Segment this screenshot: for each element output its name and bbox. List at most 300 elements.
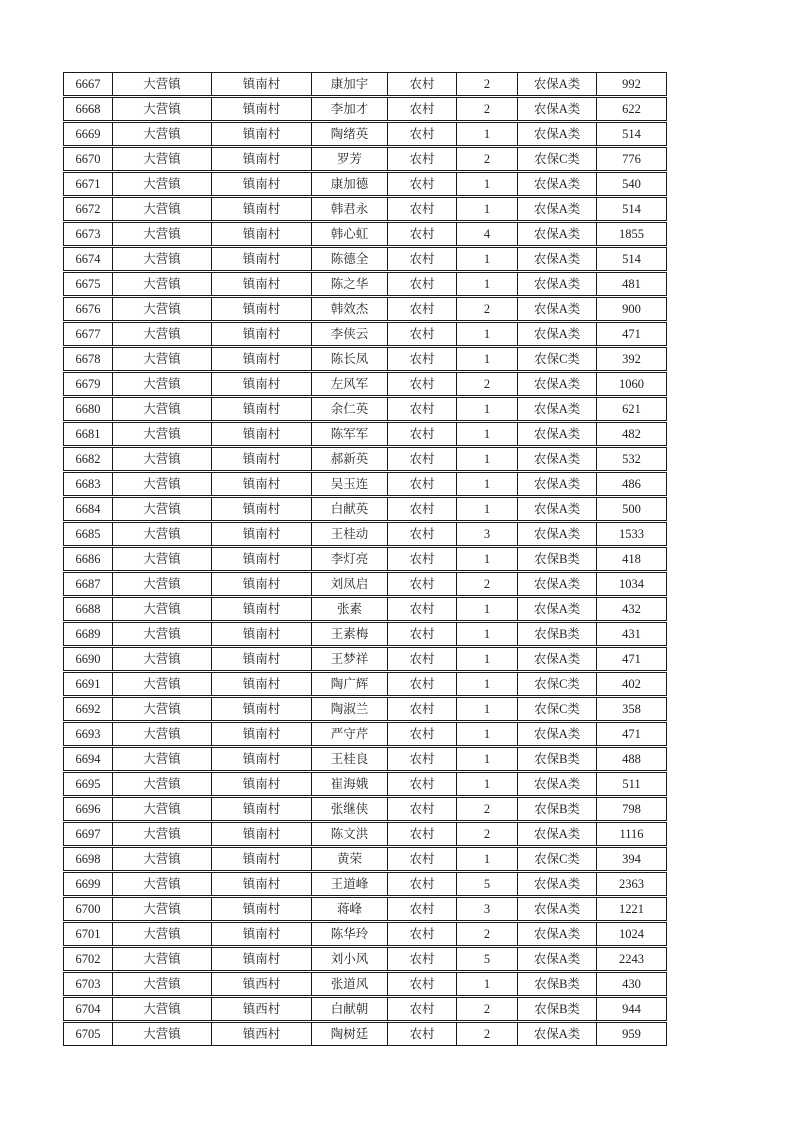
cell-amount: 488 [597,747,667,771]
cell-person-name: 张素 [312,597,388,621]
cell-serial-number: 6686 [63,547,113,571]
cell-serial-number: 6697 [63,822,113,846]
cell-amount: 394 [597,847,667,871]
table-row [63,747,667,771]
cell-person-name: 王桂良 [312,747,388,771]
cell-town: 大营镇 [113,172,212,196]
cell-household-count: 1 [457,447,518,471]
cell-household-count: 1 [457,972,518,996]
cell-insurance-category: 农保B类 [518,622,597,646]
cell-village: 镇南村 [212,947,312,971]
cell-amount: 622 [597,97,667,121]
cell-village: 镇南村 [212,722,312,746]
cell-village: 镇南村 [212,272,312,296]
table-row [63,772,667,796]
table-row [63,872,667,896]
table-row [63,72,667,96]
table-row [63,622,667,646]
cell-insurance-category: 农保A类 [518,172,597,196]
cell-amount: 514 [597,247,667,271]
cell-person-name: 张道风 [312,972,388,996]
cell-household-count: 1 [457,672,518,696]
cell-residence-type: 农村 [388,422,457,446]
cell-insurance-category: 农保A类 [518,497,597,521]
cell-residence-type: 农村 [388,272,457,296]
cell-household-count: 1 [457,847,518,871]
cell-household-count: 2 [457,147,518,171]
cell-amount: 900 [597,297,667,321]
cell-household-count: 2 [457,72,518,96]
cell-household-count: 1 [457,722,518,746]
cell-person-name: 余仁英 [312,397,388,421]
cell-insurance-category: 农保A类 [518,1022,597,1046]
cell-residence-type: 农村 [388,497,457,521]
cell-village: 镇西村 [212,1022,312,1046]
cell-village: 镇南村 [212,522,312,546]
cell-amount: 481 [597,272,667,296]
cell-town: 大营镇 [113,347,212,371]
cell-residence-type: 农村 [388,372,457,396]
cell-residence-type: 农村 [388,872,457,896]
cell-town: 大营镇 [113,797,212,821]
table-row [63,297,667,321]
cell-person-name: 韩效杰 [312,297,388,321]
cell-residence-type: 农村 [388,297,457,321]
table-row [63,472,667,496]
cell-village: 镇南村 [212,197,312,221]
cell-amount: 1855 [597,222,667,246]
cell-person-name: 李侠云 [312,322,388,346]
cell-insurance-category: 农保A类 [518,372,597,396]
cell-town: 大营镇 [113,572,212,596]
cell-residence-type: 农村 [388,472,457,496]
cell-village: 镇南村 [212,872,312,896]
cell-village: 镇南村 [212,297,312,321]
cell-town: 大营镇 [113,222,212,246]
cell-insurance-category: 农保A类 [518,947,597,971]
table-row [63,372,667,396]
cell-residence-type: 农村 [388,897,457,921]
cell-person-name: 陈文洪 [312,822,388,846]
cell-household-count: 1 [457,247,518,271]
cell-household-count: 2 [457,797,518,821]
cell-person-name: 严守芹 [312,722,388,746]
cell-serial-number: 6691 [63,672,113,696]
cell-insurance-category: 农保A类 [518,247,597,271]
cell-residence-type: 农村 [388,122,457,146]
cell-serial-number: 6674 [63,247,113,271]
cell-amount: 959 [597,1022,667,1046]
cell-household-count: 2 [457,572,518,596]
cell-village: 镇南村 [212,672,312,696]
cell-residence-type: 农村 [388,572,457,596]
table-row [63,822,667,846]
cell-person-name: 崔海娥 [312,772,388,796]
cell-residence-type: 农村 [388,722,457,746]
cell-person-name: 吴玉连 [312,472,388,496]
cell-serial-number: 6699 [63,872,113,896]
cell-amount: 392 [597,347,667,371]
cell-town: 大营镇 [113,72,212,96]
cell-village: 镇南村 [212,897,312,921]
cell-household-count: 1 [457,497,518,521]
cell-amount: 471 [597,322,667,346]
cell-household-count: 1 [457,622,518,646]
cell-amount: 431 [597,622,667,646]
cell-insurance-category: 农保A类 [518,872,597,896]
cell-village: 镇南村 [212,472,312,496]
cell-insurance-category: 农保A类 [518,897,597,921]
cell-serial-number: 6696 [63,797,113,821]
cell-household-count: 1 [457,422,518,446]
cell-serial-number: 6694 [63,747,113,771]
table-row [63,322,667,346]
cell-insurance-category: 农保A类 [518,822,597,846]
cell-person-name: 康加德 [312,172,388,196]
cell-household-count: 2 [457,1022,518,1046]
cell-serial-number: 6675 [63,272,113,296]
cell-village: 镇南村 [212,447,312,471]
cell-household-count: 1 [457,197,518,221]
table-row [63,147,667,171]
cell-town: 大营镇 [113,97,212,121]
cell-amount: 1034 [597,572,667,596]
cell-person-name: 王道峰 [312,872,388,896]
cell-town: 大营镇 [113,447,212,471]
cell-town: 大营镇 [113,647,212,671]
table-row [63,972,667,996]
cell-town: 大营镇 [113,722,212,746]
cell-serial-number: 6676 [63,297,113,321]
cell-insurance-category: 农保A类 [518,922,597,946]
cell-town: 大营镇 [113,747,212,771]
cell-amount: 1221 [597,897,667,921]
cell-residence-type: 农村 [388,172,457,196]
cell-town: 大营镇 [113,772,212,796]
cell-village: 镇南村 [212,397,312,421]
cell-serial-number: 6684 [63,497,113,521]
cell-person-name: 黄荣 [312,847,388,871]
cell-serial-number: 6680 [63,397,113,421]
cell-village: 镇南村 [212,597,312,621]
cell-amount: 500 [597,497,667,521]
cell-residence-type: 农村 [388,1022,457,1046]
cell-residence-type: 农村 [388,947,457,971]
cell-residence-type: 农村 [388,522,457,546]
cell-residence-type: 农村 [388,997,457,1021]
cell-person-name: 王素梅 [312,622,388,646]
cell-village: 镇南村 [212,247,312,271]
cell-village: 镇南村 [212,122,312,146]
cell-town: 大营镇 [113,272,212,296]
cell-serial-number: 6701 [63,922,113,946]
cell-person-name: 罗芳 [312,147,388,171]
cell-serial-number: 6700 [63,897,113,921]
cell-insurance-category: 农保A类 [518,197,597,221]
cell-town: 大营镇 [113,472,212,496]
cell-amount: 511 [597,772,667,796]
cell-village: 镇南村 [212,922,312,946]
cell-village: 镇南村 [212,372,312,396]
cell-amount: 540 [597,172,667,196]
cell-residence-type: 农村 [388,347,457,371]
cell-household-count: 2 [457,372,518,396]
cell-serial-number: 6683 [63,472,113,496]
table-row [63,447,667,471]
cell-amount: 2243 [597,947,667,971]
cell-serial-number: 6668 [63,97,113,121]
table-row [63,122,667,146]
cell-town: 大营镇 [113,922,212,946]
cell-amount: 798 [597,797,667,821]
cell-person-name: 左风军 [312,372,388,396]
cell-person-name: 康加宇 [312,72,388,96]
cell-household-count: 5 [457,872,518,896]
cell-person-name: 陈之华 [312,272,388,296]
cell-serial-number: 6689 [63,622,113,646]
cell-amount: 418 [597,547,667,571]
cell-residence-type: 农村 [388,247,457,271]
cell-household-count: 1 [457,597,518,621]
cell-amount: 2363 [597,872,667,896]
cell-village: 镇南村 [212,622,312,646]
cell-insurance-category: 农保A类 [518,272,597,296]
cell-amount: 432 [597,597,667,621]
cell-insurance-category: 农保A类 [518,522,597,546]
cell-serial-number: 6667 [63,72,113,96]
cell-residence-type: 农村 [388,672,457,696]
cell-town: 大营镇 [113,397,212,421]
cell-village: 镇南村 [212,97,312,121]
cell-serial-number: 6688 [63,597,113,621]
cell-serial-number: 6687 [63,572,113,596]
cell-person-name: 陈长凤 [312,347,388,371]
table-row [63,97,667,121]
cell-residence-type: 农村 [388,547,457,571]
cell-town: 大营镇 [113,872,212,896]
cell-person-name: 陈德全 [312,247,388,271]
cell-residence-type: 农村 [388,697,457,721]
cell-town: 大营镇 [113,972,212,996]
cell-residence-type: 农村 [388,647,457,671]
cell-insurance-category: 农保B类 [518,747,597,771]
cell-person-name: 郝新英 [312,447,388,471]
cell-insurance-category: 农保C类 [518,347,597,371]
cell-amount: 471 [597,647,667,671]
cell-serial-number: 6698 [63,847,113,871]
cell-insurance-category: 农保A类 [518,222,597,246]
cell-residence-type: 农村 [388,147,457,171]
cell-town: 大营镇 [113,147,212,171]
cell-amount: 486 [597,472,667,496]
cell-household-count: 2 [457,297,518,321]
table-row [63,697,667,721]
cell-insurance-category: 农保A类 [518,297,597,321]
cell-serial-number: 6672 [63,197,113,221]
cell-village: 镇南村 [212,322,312,346]
cell-serial-number: 6703 [63,972,113,996]
table-row [63,997,667,1021]
cell-household-count: 1 [457,747,518,771]
cell-household-count: 1 [457,772,518,796]
cell-residence-type: 农村 [388,97,457,121]
cell-household-count: 1 [457,347,518,371]
cell-household-count: 1 [457,647,518,671]
cell-village: 镇南村 [212,772,312,796]
cell-person-name: 李加才 [312,97,388,121]
table-row [63,672,667,696]
cell-village: 镇西村 [212,972,312,996]
cell-insurance-category: 农保A类 [518,472,597,496]
cell-insurance-category: 农保A类 [518,97,597,121]
cell-residence-type: 农村 [388,822,457,846]
cell-person-name: 陶淑兰 [312,697,388,721]
cell-amount: 776 [597,147,667,171]
cell-serial-number: 6670 [63,147,113,171]
table-row [63,397,667,421]
cell-serial-number: 6671 [63,172,113,196]
cell-household-count: 1 [457,172,518,196]
cell-household-count: 2 [457,997,518,1021]
cell-town: 大营镇 [113,897,212,921]
cell-person-name: 白献英 [312,497,388,521]
cell-serial-number: 6705 [63,1022,113,1046]
cell-residence-type: 农村 [388,72,457,96]
table-row [63,847,667,871]
cell-town: 大营镇 [113,597,212,621]
table-row [63,222,667,246]
cell-town: 大营镇 [113,497,212,521]
table-row [63,922,667,946]
cell-residence-type: 农村 [388,322,457,346]
cell-amount: 514 [597,197,667,221]
cell-serial-number: 6669 [63,122,113,146]
table-row [63,647,667,671]
table-row [63,497,667,521]
cell-village: 镇南村 [212,697,312,721]
cell-person-name: 李灯亮 [312,547,388,571]
table-row [63,597,667,621]
cell-town: 大营镇 [113,822,212,846]
cell-town: 大营镇 [113,947,212,971]
cell-person-name: 王桂动 [312,522,388,546]
cell-residence-type: 农村 [388,797,457,821]
cell-serial-number: 6682 [63,447,113,471]
cell-household-count: 2 [457,822,518,846]
cell-residence-type: 农村 [388,597,457,621]
cell-person-name: 陶树廷 [312,1022,388,1046]
cell-person-name: 白献朝 [312,997,388,1021]
cell-household-count: 1 [457,122,518,146]
cell-town: 大营镇 [113,322,212,346]
cell-household-count: 2 [457,922,518,946]
cell-person-name: 张继侠 [312,797,388,821]
cell-insurance-category: 农保A类 [518,572,597,596]
cell-serial-number: 6679 [63,372,113,396]
table-row [63,172,667,196]
cell-town: 大营镇 [113,247,212,271]
cell-household-count: 3 [457,522,518,546]
table-row [63,797,667,821]
cell-insurance-category: 农保C类 [518,697,597,721]
cell-serial-number: 6690 [63,647,113,671]
cell-village: 镇南村 [212,647,312,671]
cell-person-name: 王梦祥 [312,647,388,671]
cell-residence-type: 农村 [388,622,457,646]
table-row [63,272,667,296]
cell-serial-number: 6704 [63,997,113,1021]
cell-town: 大营镇 [113,1022,212,1046]
table-row [63,522,667,546]
cell-serial-number: 6685 [63,522,113,546]
cell-household-count: 1 [457,697,518,721]
table-row [63,422,667,446]
table-row [63,547,667,571]
cell-town: 大营镇 [113,697,212,721]
cell-person-name: 韩心虹 [312,222,388,246]
cell-village: 镇南村 [212,172,312,196]
cell-village: 镇南村 [212,572,312,596]
cell-insurance-category: 农保B类 [518,797,597,821]
cell-village: 镇南村 [212,347,312,371]
cell-amount: 532 [597,447,667,471]
cell-serial-number: 6695 [63,772,113,796]
records-table-body [63,72,667,1046]
cell-household-count: 1 [457,397,518,421]
table-row [63,1022,667,1046]
cell-town: 大营镇 [113,847,212,871]
cell-serial-number: 6693 [63,722,113,746]
cell-amount: 358 [597,697,667,721]
cell-insurance-category: 农保A类 [518,72,597,96]
cell-town: 大营镇 [113,197,212,221]
cell-household-count: 2 [457,97,518,121]
cell-village: 镇南村 [212,72,312,96]
cell-village: 镇南村 [212,422,312,446]
cell-insurance-category: 农保A类 [518,722,597,746]
cell-household-count: 1 [457,272,518,296]
cell-household-count: 1 [457,547,518,571]
cell-person-name: 刘小风 [312,947,388,971]
cell-amount: 944 [597,997,667,1021]
cell-amount: 430 [597,972,667,996]
cell-person-name: 蒋峰 [312,897,388,921]
cell-town: 大营镇 [113,672,212,696]
cell-household-count: 1 [457,322,518,346]
cell-insurance-category: 农保A类 [518,122,597,146]
cell-village: 镇南村 [212,547,312,571]
records-table [63,71,667,1047]
cell-town: 大营镇 [113,297,212,321]
cell-insurance-category: 农保A类 [518,597,597,621]
cell-insurance-category: 农保B类 [518,997,597,1021]
cell-household-count: 1 [457,472,518,496]
cell-insurance-category: 农保A类 [518,397,597,421]
table-row [63,572,667,596]
cell-village: 镇南村 [212,497,312,521]
cell-household-count: 5 [457,947,518,971]
cell-residence-type: 农村 [388,847,457,871]
cell-village: 镇西村 [212,997,312,1021]
cell-town: 大营镇 [113,547,212,571]
cell-serial-number: 6702 [63,947,113,971]
table-row [63,722,667,746]
cell-village: 镇南村 [212,797,312,821]
cell-amount: 1060 [597,372,667,396]
cell-amount: 992 [597,72,667,96]
cell-residence-type: 农村 [388,747,457,771]
cell-amount: 1024 [597,922,667,946]
